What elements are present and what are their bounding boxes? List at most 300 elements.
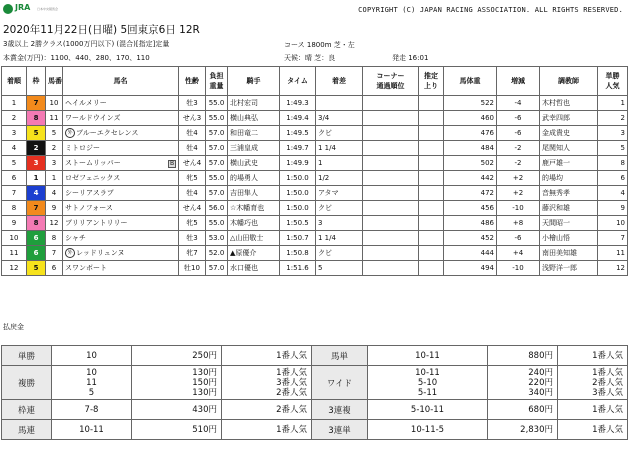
horse-number: 1 <box>46 171 63 186</box>
jra-logo <box>3 3 59 17</box>
margin: クビ <box>316 246 363 261</box>
payout-amount <box>488 400 558 420</box>
payout-popularity-line: 3番人気 <box>592 387 623 398</box>
weight-carried: 52.0 <box>206 246 228 261</box>
corner-positions <box>363 261 419 276</box>
column-header: 着差 <box>316 67 363 96</box>
finish-position: 12 <box>2 261 27 276</box>
jra-logo-text: JRA <box>15 3 31 12</box>
payout-amount-line: 430円 <box>192 404 217 415</box>
race-course: コース 1800m 芝・左 <box>284 41 355 49</box>
weight-carried: 55.0 <box>206 111 228 126</box>
payout-popularity <box>222 346 312 366</box>
race-time: 1:50.5 <box>280 216 316 231</box>
race-time: 1:50.0 <box>280 201 316 216</box>
sex-age: 牡10 <box>179 261 206 276</box>
horse-name-cell <box>63 186 179 201</box>
weight-change: -4 <box>497 96 540 111</box>
horse-number: 10 <box>46 96 63 111</box>
horse-name[interactable]: シャチ <box>65 234 86 242</box>
trainer-name[interactable]: 金成貴史 <box>540 126 598 141</box>
table-row <box>2 111 628 126</box>
payout-amount-line: 510円 <box>192 424 217 435</box>
horse-name-cell <box>63 246 179 261</box>
horse-name-cell <box>63 96 179 111</box>
horse-name-cell <box>63 111 179 126</box>
payout-popularity-line: 1番人気 <box>276 424 307 435</box>
column-header: 単勝 人気 <box>598 67 628 96</box>
horse-name[interactable]: シーリアスラブ <box>65 189 114 197</box>
win-popularity: 5 <box>598 141 628 156</box>
race-time: 1:50.7 <box>280 231 316 246</box>
jockey-name[interactable]: △山田敬士 <box>228 231 280 246</box>
bet-combination-line: 5-10 <box>417 377 438 388</box>
column-header: 推定 上り <box>419 67 444 96</box>
weight-change: +4 <box>497 246 540 261</box>
frame-number: 4 <box>27 186 46 201</box>
weight-change: -2 <box>497 141 540 156</box>
corner-positions <box>363 96 419 111</box>
payout-amount-line: 240円 <box>528 367 553 378</box>
bet-combination <box>368 366 488 400</box>
payout-amount <box>132 400 222 420</box>
frame-number: 5 <box>27 126 46 141</box>
corner-positions <box>363 201 419 216</box>
trainer-name[interactable]: 尾関知人 <box>540 141 598 156</box>
blinker-icon: B <box>169 160 175 167</box>
horse-name-cell <box>63 231 179 246</box>
margin: アタマ <box>316 186 363 201</box>
jockey-name[interactable]: ☆木幡育也 <box>228 201 280 216</box>
race-weather: 天候：晴 芝：良 <box>284 54 336 62</box>
payout-amount-line: 130円 <box>192 367 217 378</box>
bet-type: 枠連 <box>2 400 52 420</box>
frame-number: 3 <box>27 156 46 171</box>
payout-popularity-line: 1番人気 <box>592 350 623 361</box>
jockey-name[interactable]: 北村宏司 <box>228 96 280 111</box>
finish-position: 3 <box>2 126 27 141</box>
payout-amount-line: 340円 <box>528 387 553 398</box>
payout-popularity-line: 1番人気 <box>592 367 623 378</box>
table-row <box>2 246 628 261</box>
finish-position: 5 <box>2 156 27 171</box>
bet-combination-line: 7-8 <box>84 404 99 415</box>
column-header: 馬体重 <box>444 67 497 96</box>
trainer-name[interactable]: 音無秀孝 <box>540 186 598 201</box>
win-popularity: 6 <box>598 171 628 186</box>
sex-age: 牡4 <box>179 141 206 156</box>
payout-popularity-line: 1番人気 <box>276 367 307 378</box>
payout-amount <box>488 346 558 366</box>
jockey-name[interactable]: 木幡巧也 <box>228 216 280 231</box>
horse-name[interactable]: ワールドウインズ <box>65 114 121 122</box>
margin: 5 <box>316 261 363 276</box>
payout-popularity-line: 1番人気 <box>592 424 623 435</box>
bet-combination-line: 11 <box>86 377 97 388</box>
body-weight: 502 <box>444 156 497 171</box>
bet-combination-line: 10 <box>86 367 97 378</box>
corner-positions <box>363 231 419 246</box>
frame-number: 6 <box>27 246 46 261</box>
last-3f <box>419 126 444 141</box>
corner-positions <box>363 216 419 231</box>
finish-position: 10 <box>2 231 27 246</box>
last-3f <box>419 246 444 261</box>
finish-position: 2 <box>2 111 27 126</box>
table-row <box>2 201 628 216</box>
finish-position: 6 <box>2 171 27 186</box>
horse-name[interactable]: レッドリュンヌ <box>76 249 125 257</box>
weight-change: +8 <box>497 216 540 231</box>
jockey-name[interactable]: 的場勇人 <box>228 171 280 186</box>
last-3f <box>419 261 444 276</box>
payout-row <box>2 400 628 420</box>
bet-type: 馬単 <box>312 346 368 366</box>
column-header: 性齢 <box>179 67 206 96</box>
horse-name[interactable]: ロゼフェニックス <box>65 174 121 182</box>
horse-name-cell <box>63 216 179 231</box>
trainer-name[interactable]: 武幸四郎 <box>540 111 598 126</box>
weight-change: -6 <box>497 231 540 246</box>
body-weight: 444 <box>444 246 497 261</box>
body-weight: 486 <box>444 216 497 231</box>
win-popularity: 12 <box>598 261 628 276</box>
horse-name[interactable]: ヘイルメリー <box>65 99 107 107</box>
race-time: 1:49.9 <box>280 156 316 171</box>
jockey-name[interactable]: ▲原優介 <box>228 246 280 261</box>
bet-type: 複勝 <box>2 366 52 400</box>
horse-number: 4 <box>46 186 63 201</box>
payout-table <box>1 345 628 440</box>
payout-popularity-line: 2番人気 <box>592 377 623 388</box>
bet-combination-line: 10-11 <box>415 367 440 378</box>
payout-amount-line: 150円 <box>192 377 217 388</box>
payout-amount <box>132 420 222 440</box>
win-popularity: 7 <box>598 231 628 246</box>
payout-popularity <box>558 420 628 440</box>
trainer-name[interactable]: 天間昭一 <box>540 216 598 231</box>
body-weight: 460 <box>444 111 497 126</box>
last-3f <box>419 171 444 186</box>
horse-name[interactable]: ミトロジー <box>65 144 100 152</box>
horse-number: 5 <box>46 126 63 141</box>
margin: クビ <box>316 201 363 216</box>
column-header: 騎手 <box>228 67 280 96</box>
body-weight: 494 <box>444 261 497 276</box>
column-header: コーナー 通過順位 <box>363 67 419 96</box>
margin: 1 <box>316 156 363 171</box>
column-header: 負担 重量 <box>206 67 228 96</box>
win-popularity: 8 <box>598 156 628 171</box>
payout-amount-line: 680円 <box>528 404 553 415</box>
frame-number: 2 <box>27 141 46 156</box>
weight-carried: 57.0 <box>206 186 228 201</box>
horse-number: 3 <box>46 156 63 171</box>
horse-name[interactable]: サトノフォース <box>65 204 113 212</box>
race-time: 1:49.5 <box>280 126 316 141</box>
last-3f <box>419 111 444 126</box>
race-time: 1:50.0 <box>280 186 316 201</box>
bet-combination-line: 5 <box>88 387 95 398</box>
horse-name[interactable]: ブリリアントリリー <box>65 219 128 227</box>
margin: 1 1/4 <box>316 231 363 246</box>
frame-number: 8 <box>27 216 46 231</box>
bet-combination <box>52 420 132 440</box>
frame-number: 7 <box>27 96 46 111</box>
trainer-name[interactable]: 南田美知雄 <box>540 246 598 261</box>
corner-positions <box>363 171 419 186</box>
weight-carried: 57.0 <box>206 156 228 171</box>
weight-change: +2 <box>497 186 540 201</box>
bet-combination <box>52 346 132 366</box>
sex-age: 牡3 <box>179 96 206 111</box>
payout-row <box>2 346 628 366</box>
sex-age: せん4 <box>179 156 206 171</box>
weight-carried: 55.0 <box>206 96 228 111</box>
bet-combination <box>368 346 488 366</box>
finish-position: 9 <box>2 216 27 231</box>
trainer-name[interactable]: 藤沢和雄 <box>540 201 598 216</box>
horse-number: 11 <box>46 111 63 126</box>
race-time: 1:49.4 <box>280 111 316 126</box>
sex-age: 牡4 <box>179 126 206 141</box>
race-time: 1:49.7 <box>280 141 316 156</box>
weight-change: -10 <box>497 201 540 216</box>
bet-combination-line: 5-11 <box>417 387 438 398</box>
weight-carried: 57.0 <box>206 126 228 141</box>
horse-name-cell <box>63 201 179 216</box>
column-header: 調教師 <box>540 67 598 96</box>
last-3f <box>419 141 444 156</box>
bet-type: 3連複 <box>312 400 368 420</box>
last-3f <box>419 96 444 111</box>
payout-popularity-line: 1番人気 <box>592 404 623 415</box>
trainer-name[interactable]: 木村哲也 <box>540 96 598 111</box>
weight-carried: 55.0 <box>206 216 228 231</box>
bet-type: 単勝 <box>2 346 52 366</box>
frame-number: 6 <box>27 231 46 246</box>
last-3f <box>419 216 444 231</box>
column-header: 着順 <box>2 67 27 96</box>
weight-change: +2 <box>497 171 540 186</box>
foreign-mark-icon: 外 <box>65 128 75 138</box>
bet-combination <box>52 400 132 420</box>
payout-amount <box>132 366 222 400</box>
body-weight: 452 <box>444 231 497 246</box>
race-time: 1:51.6 <box>280 261 316 276</box>
payout-popularity <box>222 366 312 400</box>
horse-name-cell <box>63 126 179 141</box>
payout-amount <box>488 366 558 400</box>
horse-name-cell <box>63 141 179 156</box>
horse-name-cell <box>63 261 179 276</box>
corner-positions <box>363 126 419 141</box>
last-3f <box>419 186 444 201</box>
frame-number: 7 <box>27 201 46 216</box>
last-3f <box>419 201 444 216</box>
payout-popularity-line: 2番人気 <box>276 387 307 398</box>
corner-positions <box>363 141 419 156</box>
sex-age: 牝5 <box>179 216 206 231</box>
jockey-name[interactable]: 水口優也 <box>228 261 280 276</box>
bet-combination <box>368 420 488 440</box>
trainer-name[interactable]: 的場均 <box>540 171 598 186</box>
payout-row <box>2 420 628 440</box>
column-header: 馬名 <box>63 67 179 96</box>
jra-logo-subtext: 日本中央競馬会 <box>37 7 59 11</box>
jra-logo-mark-icon <box>3 4 13 14</box>
weight-carried: 53.0 <box>206 231 228 246</box>
corner-positions <box>363 111 419 126</box>
bet-combination <box>368 400 488 420</box>
horse-number: 7 <box>46 246 63 261</box>
payout-row <box>2 366 628 400</box>
sex-age: せん3 <box>179 111 206 126</box>
body-weight: 476 <box>444 126 497 141</box>
frame-number: 1 <box>27 171 46 186</box>
sex-age: せん4 <box>179 201 206 216</box>
corner-positions <box>363 246 419 261</box>
margin: 3/4 <box>316 111 363 126</box>
horse-name[interactable]: スワンボート <box>65 264 107 272</box>
bet-combination-line: 10-11 <box>415 350 440 361</box>
weight-carried: 57.0 <box>206 141 228 156</box>
body-weight: 484 <box>444 141 497 156</box>
jockey-name[interactable]: 吉田隼人 <box>228 186 280 201</box>
race-start-time: 発走 16:01 <box>392 54 429 62</box>
payout-amount-line: 130円 <box>192 387 217 398</box>
margin <box>316 96 363 111</box>
horse-number: 9 <box>46 201 63 216</box>
finish-position: 4 <box>2 141 27 156</box>
sex-age: 牡3 <box>179 231 206 246</box>
win-popularity: 2 <box>598 111 628 126</box>
table-row <box>2 156 628 171</box>
horse-number: 8 <box>46 231 63 246</box>
table-row <box>2 171 628 186</box>
frame-number: 8 <box>27 111 46 126</box>
last-3f <box>419 156 444 171</box>
table-row <box>2 126 628 141</box>
trainer-name[interactable]: 鹿戸雄一 <box>540 156 598 171</box>
bet-type: 3連単 <box>312 420 368 440</box>
race-time: 1:50.0 <box>280 171 316 186</box>
payout-amount-line: 2,830円 <box>520 424 553 435</box>
bet-combination-line: 10-11 <box>79 424 104 435</box>
foreign-mark-icon: 外 <box>65 248 75 258</box>
payout-amount-line: 220円 <box>528 377 553 388</box>
jockey-name[interactable]: 和田竜二 <box>228 126 280 141</box>
table-row <box>2 96 628 111</box>
corner-positions <box>363 186 419 201</box>
body-weight: 442 <box>444 171 497 186</box>
payout-popularity <box>222 420 312 440</box>
horse-number: 12 <box>46 216 63 231</box>
bet-type: ワイド <box>312 366 368 400</box>
win-popularity: 4 <box>598 186 628 201</box>
bet-combination-line: 10 <box>86 350 97 361</box>
horse-name[interactable]: ブルーエクセレンス <box>76 129 139 137</box>
table-row <box>2 141 628 156</box>
sex-age: 牝5 <box>179 171 206 186</box>
win-popularity: 1 <box>598 96 628 111</box>
weight-change: -6 <box>497 126 540 141</box>
weight-carried: 57.0 <box>206 261 228 276</box>
payout-amount-line: 880円 <box>528 350 553 361</box>
race-time: 1:49.3 <box>280 96 316 111</box>
bet-combination-line: 5-10-11 <box>410 404 445 415</box>
race-time: 1:50.8 <box>280 246 316 261</box>
results-table <box>1 66 628 276</box>
frame-number: 5 <box>27 261 46 276</box>
body-weight: 456 <box>444 201 497 216</box>
jockey-name[interactable]: 横山武史 <box>228 156 280 171</box>
finish-position: 8 <box>2 201 27 216</box>
finish-position: 7 <box>2 186 27 201</box>
body-weight: 522 <box>444 96 497 111</box>
sex-age: 牝7 <box>179 246 206 261</box>
payout-popularity-line: 1番人気 <box>276 350 307 361</box>
weight-carried: 56.0 <box>206 201 228 216</box>
payout-label: 払戻金 <box>3 323 24 331</box>
race-prize: 本賞金(万円)：1100、440、280、170、110 <box>3 54 150 62</box>
win-popularity: 10 <box>598 216 628 231</box>
margin: クビ <box>316 126 363 141</box>
column-header: 枠 <box>27 67 46 96</box>
jockey-name[interactable]: 三浦皇成 <box>228 141 280 156</box>
table-row <box>2 261 628 276</box>
payout-amount-line: 250円 <box>192 350 217 361</box>
body-weight: 472 <box>444 186 497 201</box>
race-title: 2020年11月22日(日曜) 5回東京6日 12R <box>3 24 200 36</box>
payout-popularity <box>558 366 628 400</box>
payout-popularity <box>558 346 628 366</box>
trainer-name[interactable]: 浅野洋一郎 <box>540 261 598 276</box>
payout-popularity-line: 2番人気 <box>276 404 307 415</box>
jockey-name[interactable]: 横山典弘 <box>228 111 280 126</box>
weight-change: -6 <box>497 111 540 126</box>
trainer-name[interactable]: 小檜山悟 <box>540 231 598 246</box>
bet-type: 馬連 <box>2 420 52 440</box>
last-3f <box>419 231 444 246</box>
payout-popularity <box>222 400 312 420</box>
margin: 1 1/4 <box>316 141 363 156</box>
bet-combination <box>52 366 132 400</box>
horse-number: 6 <box>46 261 63 276</box>
table-row <box>2 186 628 201</box>
horse-number: 2 <box>46 141 63 156</box>
horse-name[interactable]: ストームリッパー <box>65 159 121 167</box>
win-popularity: 11 <box>598 246 628 261</box>
finish-position: 11 <box>2 246 27 261</box>
weight-carried: 55.0 <box>206 171 228 186</box>
corner-positions <box>363 156 419 171</box>
payout-amount <box>132 346 222 366</box>
payout-popularity-line: 3番人気 <box>276 377 307 388</box>
column-header: 増減 <box>497 67 540 96</box>
bet-combination-line: 10-11-5 <box>410 424 445 435</box>
win-popularity: 9 <box>598 201 628 216</box>
column-header: タイム <box>280 67 316 96</box>
table-row <box>2 216 628 231</box>
results-header-row <box>2 67 628 96</box>
table-row <box>2 231 628 246</box>
margin: 3 <box>316 216 363 231</box>
sex-age: 牡4 <box>179 186 206 201</box>
payout-amount <box>488 420 558 440</box>
margin: 1/2 <box>316 171 363 186</box>
payout-popularity <box>558 400 628 420</box>
